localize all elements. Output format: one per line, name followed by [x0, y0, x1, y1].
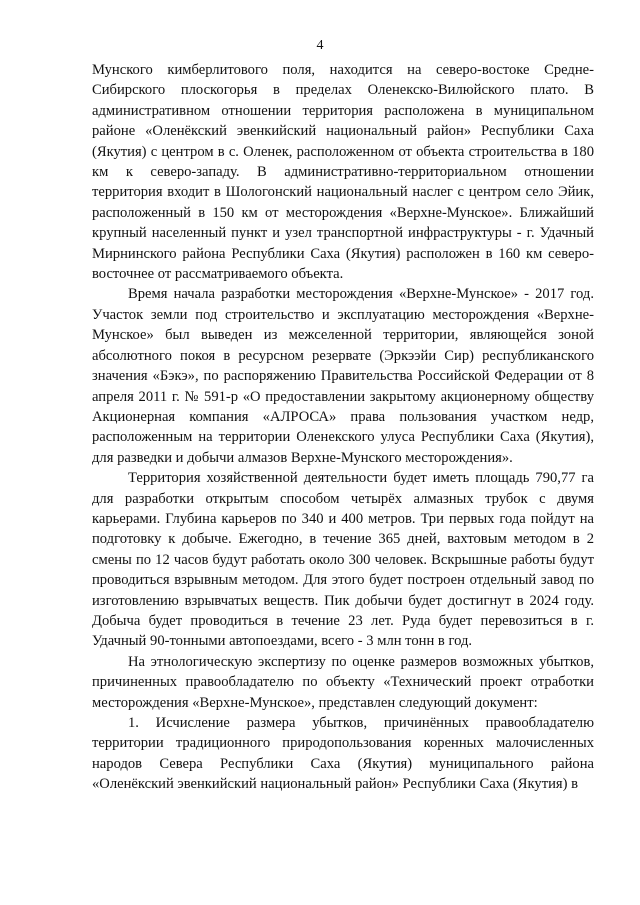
- paragraph-economic-activity: Территория хозяйственной деятельности будет иметь площадь 790,77 га для разработки открытым способом четырёх алмазных трубок с двумя карьерами. Глубина карьеров по 340 и 400 метров. Три первых года пойдут на подготовку к добыче. Ежегодно, в течение 365 дней, вахтовым методом в 2 смены по 12 часов будут работать около 300 человек. Вскрышные работы будут проводиться взрывным методом. Для этого будет построен отдельный завод по изготовлению взрывчатых веществ. Пик добычи будет достигнут в 2024 году. Добыча будет проводиться в течение 23 лет. Руда будет перевозиться в г. Удачный 90-тонными автопоездами, всего - 3 млн тонн в год.: [92, 470, 594, 650]
- paragraph-development-start: Время начала разработки месторождения «Верхне-Мунское» - 2017 год. Участок земли под строительство и эксплуатацию месторождения «Верхне-Мунское» был выведен из межселенной территории, являющейся зоной абсолютного покоя в ресурсном резервате (Эркээйи Сир) республиканского значения «Бэкэ», по распоряжению Правительства Российской Федерации от 8 апреля 2011 г. № 591-р «О предоставлении закрытому акционерному обществу Акционерная компания «АЛРОСА» права пользования участком недр, расположенным на территории Оленекского улуса Республики Саха (Якутия), для разведки и добычи алмазов Верхне-Мунского месторождения».: [92, 286, 594, 466]
- page-number: 4: [316, 38, 324, 53]
- paragraph-expertise-intro: На этнологическую экспертизу по оценке размеров возможных убытков, причиненных правообладателю по объекту «Технический проект отработки месторождения «Верхне-Мунское», представлен следующий документ:: [92, 653, 594, 711]
- paragraph-location: Мунского кимберлитового поля, находится на северо-востоке Средне-Сибирского плоскогорья в пределах Оленекско-Вилюйского плато. В административном отношении территория расположена в муниципальном районе «Оленёкский эвенкийский национальный район» Республики Саха (Якутия) с центром в с. Оленек, расположенном от объекта строительства в 180 км к северо-западу. В административно-территориальном отношении территория входит в Шологонский национальный наслег с центром село Эйик, расположенный в 150 км от месторождения «Верхне-Мунское». Ближайший крупный населенный пункт и узел транспортной инфраструктуры - г. Удачный Мирнинского района Республики Саха (Якутия) расположен в 160 км северо-восточнее от рассматриваемого объекта.: [92, 62, 594, 283]
- document-body: [92, 60, 594, 795]
- list-item-damage-calculation: 1. Исчисление размера убытков, причинённых правообладателю территории традиционного природопользования коренных малочисленных народов Севера Республики Саха (Якутия) муниципального района «Оленёкский эвенкийский национальный район» Республики Саха (Якутия) в: [92, 715, 594, 793]
